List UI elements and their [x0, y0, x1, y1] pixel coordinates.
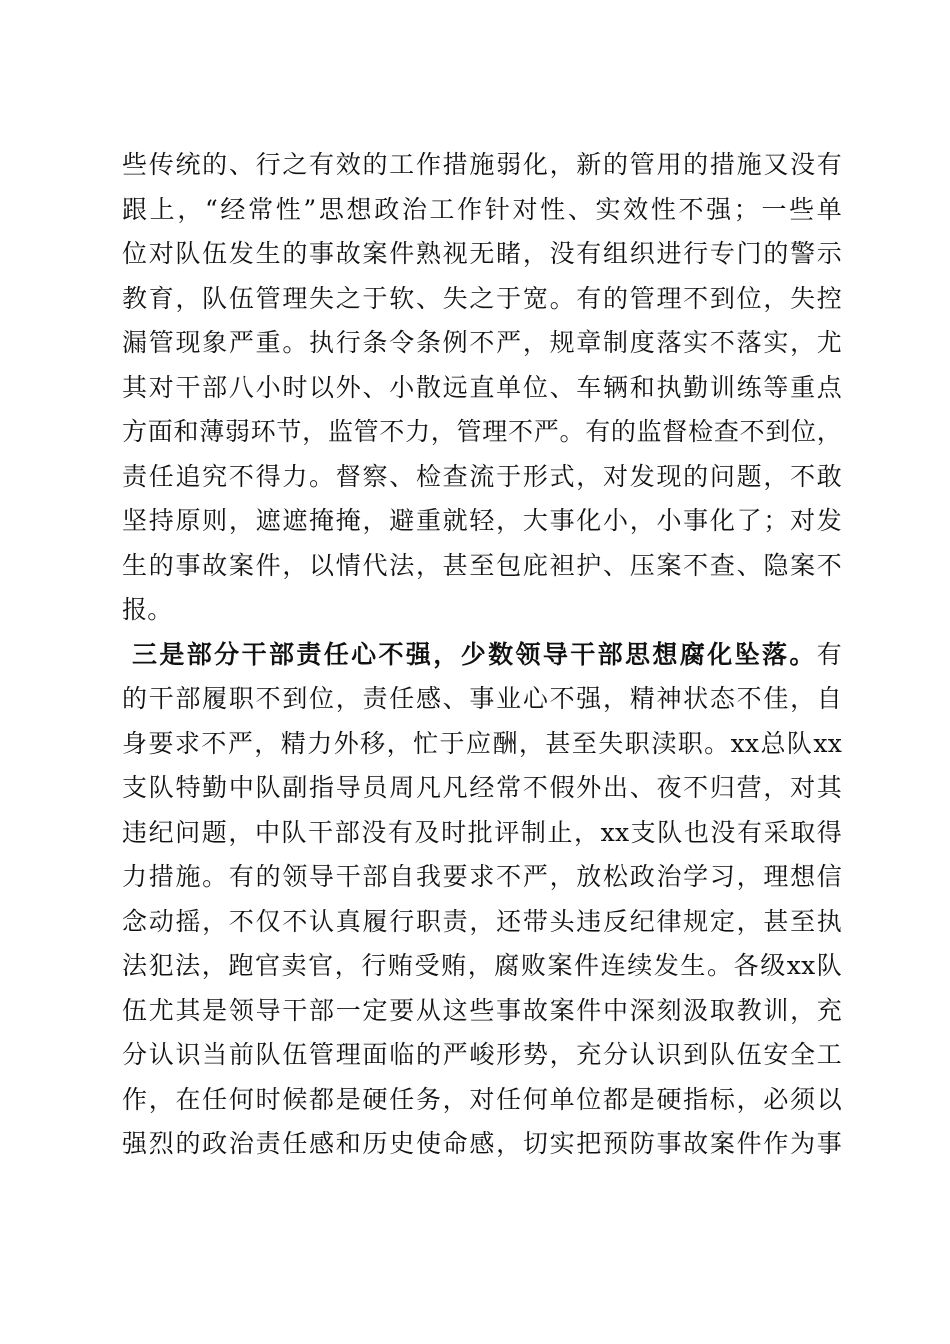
- text-line: 方面和薄弱环节，监管不力，管理不严。有的监督检查不到位，: [122, 417, 842, 446]
- paragraph-2-first-line: [122, 633, 842, 678]
- text-line: 分认识当前队伍管理面临的严峻形势，充分认识到队伍安全工: [122, 1040, 842, 1069]
- text-line: 的干部履职不到位，责任感、事业心不强，精神状态不佳，自: [122, 684, 842, 713]
- paragraph-heading: 三是部分干部责任心不强，少数领导干部思想腐化坠落。: [132, 639, 817, 669]
- paragraph-text: 有: [816, 639, 842, 669]
- text-line: 伍尤其是领导干部一定要从这些事故案件中深刻汲取教训，充: [122, 995, 842, 1025]
- text-line: 些传统的、行之有效的工作措施弱化，新的管用的措施又没有: [122, 150, 842, 179]
- text-line: 教育，队伍管理失之于软、失之于宽。有的管理不到位，失控: [122, 283, 842, 313]
- paragraph-2: [122, 633, 842, 1167]
- text-line: 法犯法，跑官卖官，行贿受贿，腐败案件连续发生。各级xx队: [122, 951, 842, 980]
- paragraph-1: [122, 143, 842, 633]
- text-line: 支队特勤中队副指导员周凡凡经常不假外出、夜不归营，对其: [122, 773, 842, 802]
- text-line: 责任追究不得力。督察、检查流于形式，对发现的问题，不敢: [122, 461, 842, 491]
- text-line: 强烈的政治责任感和历史使命感，切实把预防事故案件作为事: [122, 1129, 842, 1158]
- text-line: 漏管现象严重。执行条令条例不严，规章制度落实不落实，尤: [122, 328, 842, 357]
- text-line: 位对队伍发生的事故案件熟视无睹，没有组织进行专门的警示: [122, 239, 842, 268]
- text-line: 其对干部八小时以外、小散远直单位、车辆和执勤训练等重点: [122, 372, 842, 402]
- text-line: 跟上，“经常性”思想政治工作针对性、实效性不强；一些单: [122, 194, 842, 224]
- text-line: 作，在任何时候都是硬任务，对任何单位都是硬指标，必须以: [122, 1084, 842, 1114]
- text-line: 生的事故案件，以情代法，甚至包庇袒护、压案不查、隐案不: [122, 550, 842, 580]
- text-line: 身要求不严，精力外移，忙于应酬，甚至失职渎职。xx总队xx: [122, 728, 842, 758]
- document-body: [122, 143, 842, 1167]
- text-line: 报。: [122, 595, 173, 624]
- text-line: 坚持原则，遮遮掩掩，避重就轻，大事化小，小事化了；对发: [122, 506, 842, 535]
- text-line: 违纪问题，中队干部没有及时批评制止，xx支队也没有采取得: [122, 817, 842, 847]
- text-line: 念动摇，不仅不认真履行职责，还带头违反纪律规定，甚至执: [122, 906, 842, 936]
- text-line: 力措施。有的领导干部自我要求不严，放松政治学习，理想信: [122, 862, 842, 891]
